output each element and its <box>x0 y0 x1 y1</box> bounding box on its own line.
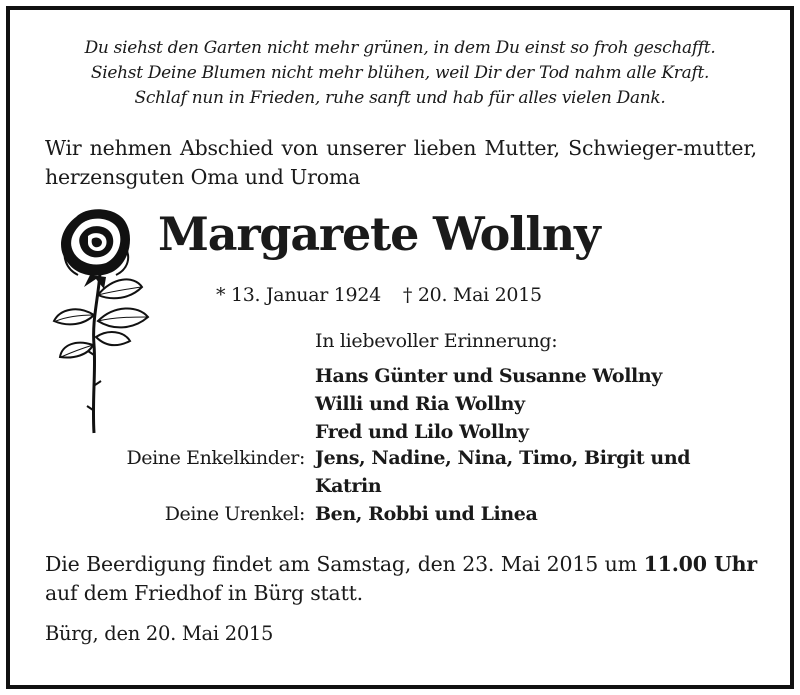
family-name: Fred und Lilo Wollny <box>315 421 529 443</box>
birth-date: * 13. Januar 1924 <box>216 284 381 306</box>
great-grandchildren-names: Ben, Robbi und Linea <box>315 503 538 525</box>
intro-text: Wir nehmen Abschied von unserer lieben Mutter, Schwieger-mutter, herzensguten Oma und Uroma <box>45 136 757 189</box>
death-date: † 20. Mai 2015 <box>402 284 542 306</box>
funeral-info <box>45 550 757 608</box>
grandchildren-names-cont: Katrin <box>315 475 382 497</box>
great-grandchildren-label: Deine Urenkel: <box>164 503 305 525</box>
poem-line: Schlaf nun in Frieden, ruhe sanft und hab für alles vielen Dank. <box>134 88 666 108</box>
poem-line: Siehst Deine Blumen nicht mehr blühen, weil Dir der Tod nahm alle Kraft. <box>90 63 710 83</box>
poem <box>0 36 800 111</box>
deceased-name: Margarete Wollny <box>158 207 600 261</box>
funeral-text: Die Beerdigung findet am Samstag, den 23. Mai 2015 um <box>45 552 644 576</box>
family-name: Hans Günter und Susanne Wollny <box>315 365 662 387</box>
grandchildren-names: Jens, Nadine, Nina, Timo, Birgit und <box>315 447 691 469</box>
family-list <box>315 362 662 446</box>
place-date: Bürg, den 20. Mai 2015 <box>45 622 274 645</box>
funeral-text-end: auf dem Friedhof in Bürg statt. <box>45 581 363 605</box>
funeral-time: 11.00 Uhr <box>643 552 757 576</box>
memory-heading: In liebevoller Erinnerung: <box>315 330 558 352</box>
poem-line: Du siehst den Garten nicht mehr grünen, in dem Du einst so froh geschafft. <box>84 38 716 58</box>
family-name: Willi und Ria Wollny <box>315 393 525 415</box>
grandchildren-label: Deine Enkelkinder: <box>126 447 305 469</box>
life-dates <box>216 282 542 308</box>
rose-icon <box>48 205 156 435</box>
